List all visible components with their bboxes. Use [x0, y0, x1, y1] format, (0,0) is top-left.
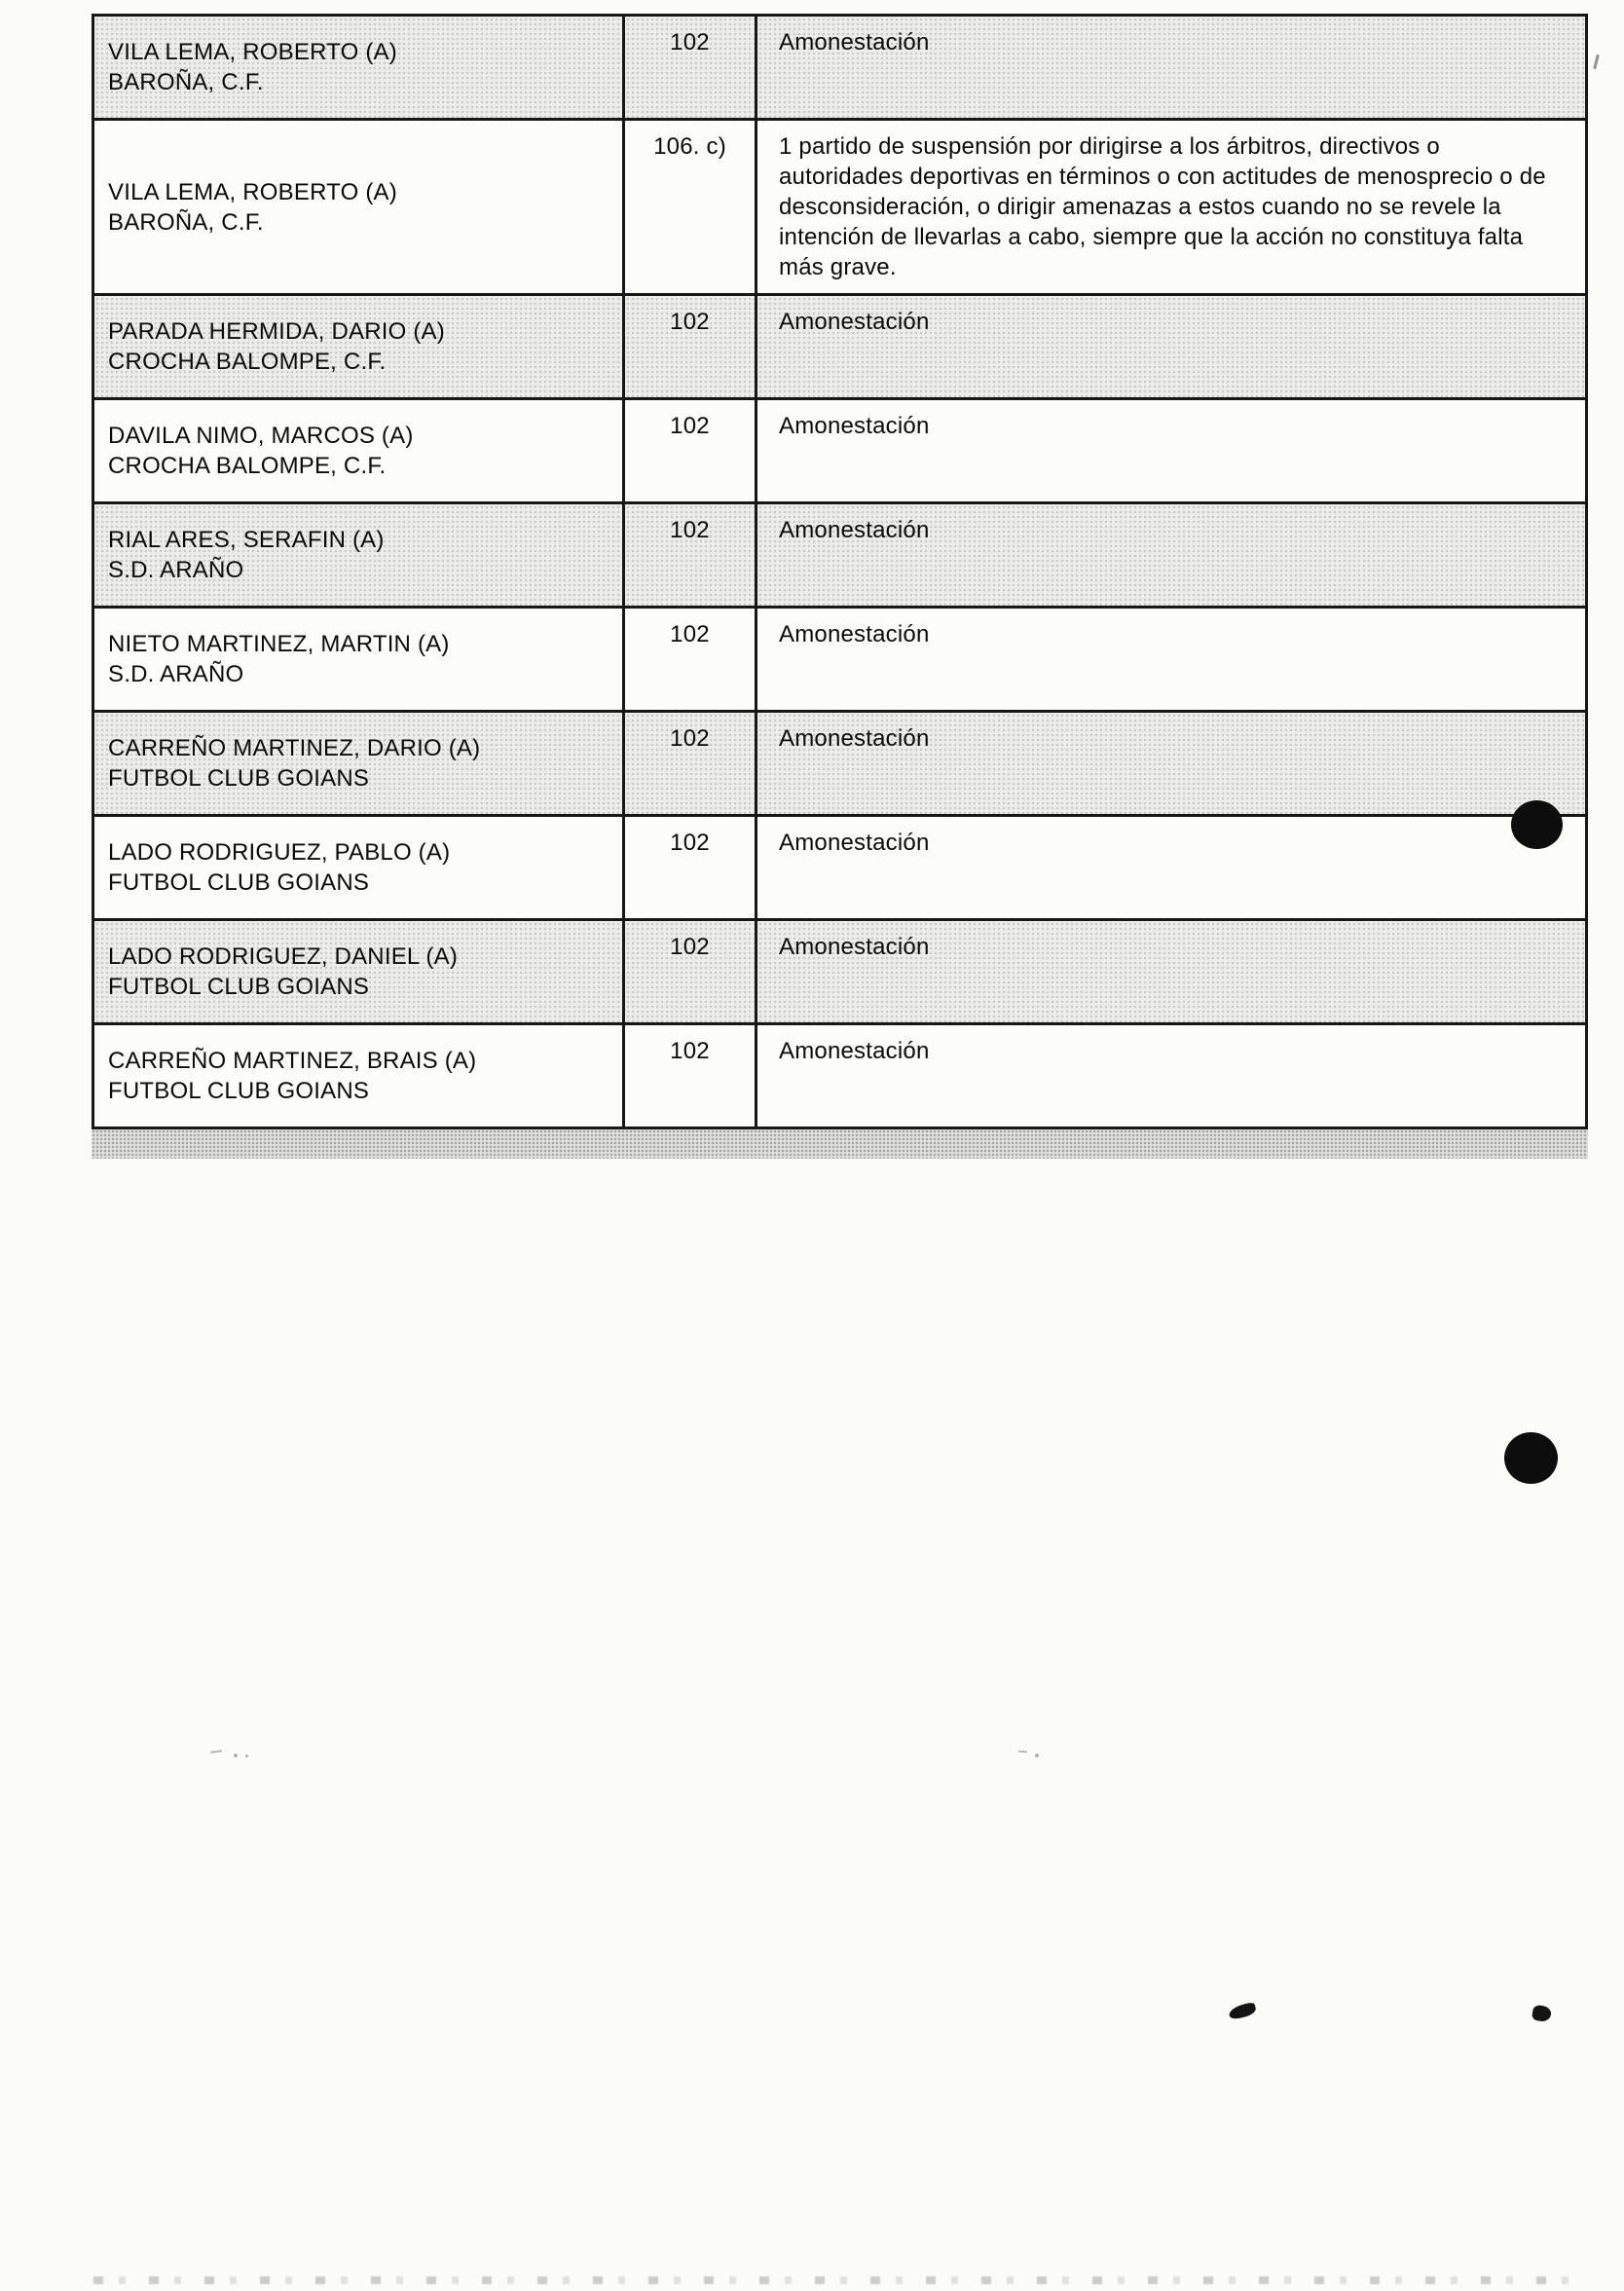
sanction-text: Amonestación [757, 16, 1587, 120]
scan-noise-strip [93, 2276, 1569, 2284]
player-name: LADO RODRIGUEZ, DANIEL (A) [108, 943, 459, 970]
player-cell [93, 503, 624, 608]
player-cell [93, 608, 624, 712]
player-cell [93, 120, 624, 295]
sanction-text: Amonestación [757, 920, 1587, 1024]
pencil-mark-artifact [210, 1750, 222, 1753]
table-row [93, 120, 1587, 295]
player-name: VILA LEMA, ROBERTO (A) [108, 39, 397, 65]
article-number: 102 [624, 816, 757, 920]
ink-smudge-artifact [1532, 2004, 1552, 2022]
sanction-text: Amonestación [757, 608, 1587, 712]
club-name: FUTBOL CLUB GOIANS [108, 765, 370, 792]
player-name: CARREÑO MARTINEZ, BRAIS (A) [108, 1048, 477, 1074]
sanction-text: Amonestación [757, 399, 1587, 503]
player-cell [93, 712, 624, 816]
table-row [93, 399, 1587, 503]
player-name: CARREÑO MARTINEZ, DARIO (A) [108, 735, 481, 761]
article-number: 102 [624, 1024, 757, 1128]
ink-smudge-artifact [1228, 2002, 1257, 2020]
pencil-mark-artifact [234, 1754, 238, 1757]
table-row [93, 608, 1587, 712]
article-number: 102 [624, 712, 757, 816]
ink-dot-artifact [1504, 1432, 1558, 1484]
sanction-text: Amonestación [757, 712, 1587, 816]
player-name: DAVILA NIMO, MARCOS (A) [108, 423, 414, 449]
article-number: 102 [624, 399, 757, 503]
pencil-mark-artifact [245, 1755, 248, 1757]
club-name: CROCHA BALOMPE, C.F. [108, 453, 387, 479]
player-cell [93, 920, 624, 1024]
player-name: LADO RODRIGUEZ, PABLO (A) [108, 839, 451, 866]
club-name: FUTBOL CLUB GOIANS [108, 974, 370, 1000]
table-row [93, 712, 1587, 816]
article-number: 102 [624, 16, 757, 120]
club-name: S.D. ARAÑO [108, 661, 244, 687]
sanction-text: Amonestación [757, 503, 1587, 608]
ink-dot-artifact [1511, 800, 1563, 849]
player-name: VILA LEMA, ROBERTO (A) [108, 178, 397, 205]
scan-tick-artifact [1593, 55, 1600, 69]
article-number: 102 [624, 920, 757, 1024]
sanction-text: Amonestación [757, 816, 1587, 920]
table-footer-shading [92, 1129, 1588, 1159]
table-row [93, 1024, 1587, 1128]
table-row [93, 295, 1587, 399]
table-row [93, 816, 1587, 920]
player-name: NIETO MARTINEZ, MARTIN (A) [108, 631, 450, 657]
player-cell [93, 16, 624, 120]
article-number: 102 [624, 608, 757, 712]
pencil-mark-artifact [1018, 1751, 1027, 1754]
article-number: 102 [624, 503, 757, 608]
club-name: FUTBOL CLUB GOIANS [108, 1078, 370, 1104]
sanctions-table [92, 14, 1588, 1129]
player-cell [93, 816, 624, 920]
table-row [93, 16, 1587, 120]
club-name: BAROÑA, C.F. [108, 208, 264, 236]
table-row [93, 503, 1587, 608]
player-cell [93, 1024, 624, 1128]
player-cell [93, 399, 624, 503]
club-name: FUTBOL CLUB GOIANS [108, 869, 370, 896]
sanctions-table-wrap [92, 14, 1588, 1159]
club-name: BAROÑA, C.F. [108, 69, 264, 95]
article-number: 102 [624, 295, 757, 399]
article-number: 106. c) [624, 120, 757, 295]
sanction-text: 1 partido de suspensión por dirigirse a los árbitros, directivos o autoridades deportivas en términos o con actitudes de menosprecio o de desconsideración, o dirigir amenazas a estos cuando no se revele la intención de llevarlas a cabo, siempre que la acción no constituya falta más grave. [757, 120, 1587, 295]
sanction-text: Amonestación [757, 295, 1587, 399]
player-cell [93, 295, 624, 399]
table-row [93, 920, 1587, 1024]
player-name: RIAL ARES, SERAFIN (A) [108, 527, 385, 553]
pencil-mark-artifact [1035, 1754, 1039, 1757]
club-name: CROCHA BALOMPE, C.F. [108, 349, 387, 375]
sanction-text: Amonestación [757, 1024, 1587, 1128]
player-name: PARADA HERMIDA, DARIO (A) [108, 318, 445, 345]
sanctions-table-body [93, 16, 1587, 1128]
club-name: S.D. ARAÑO [108, 557, 244, 583]
